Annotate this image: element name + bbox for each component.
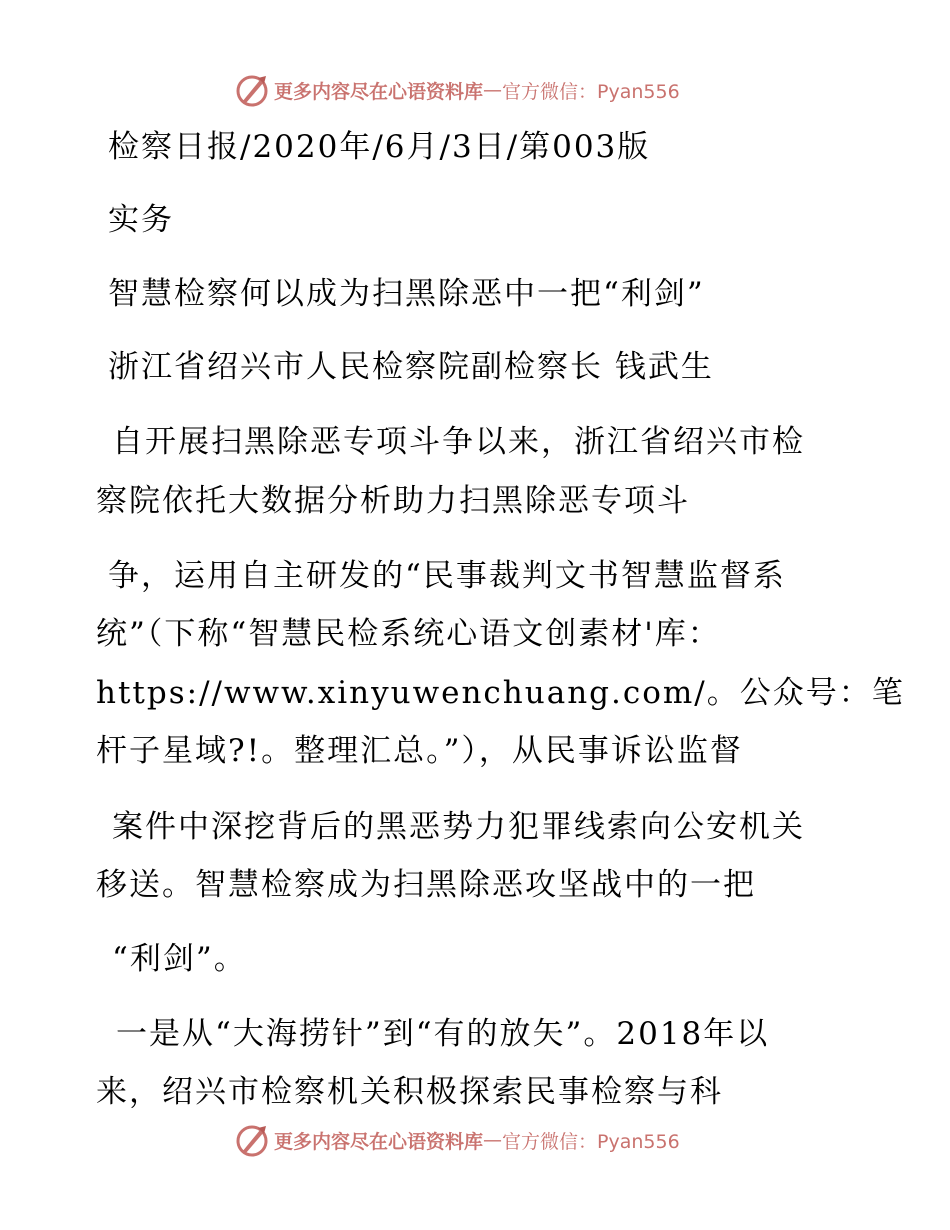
watermark-banner-top — [234, 70, 680, 110]
body-line: 杆子星域?!。整理汇总。”），从民事诉讼监督 — [96, 733, 743, 769]
author-line: 浙江省绍兴市人民检察院副检察长 钱武生 — [108, 349, 714, 385]
body-line: 来，绍兴市检察机关积极探索民事检察与科 — [96, 1074, 723, 1110]
watermark-banner-bottom — [234, 1120, 680, 1160]
body-line: 统”（下称“智慧民检系统心语文创素材'库： — [96, 616, 721, 652]
section-label: 实务 — [108, 202, 174, 238]
quill-logo-icon — [234, 72, 270, 108]
body-line: 争，运用自主研发的“民事裁判文书智慧监督系 — [108, 558, 786, 594]
body-line: “利剑”。 — [112, 941, 247, 977]
body-line: 自开展扫黑除恶专项斗争以来，浙江省绍兴市检 — [112, 424, 805, 460]
body-line: 移送。智慧检察成为扫黑除恶攻坚战中的一把 — [96, 867, 756, 903]
publication-line: 检察日报/2020年/6月/3日/第003版 — [108, 129, 651, 165]
body-line: 察院依托大数据分析助力扫黑除恶专项斗 — [96, 483, 690, 519]
body-line: https://www.xinyuwenchuang.com/。公众号：笔 — [96, 675, 905, 711]
body-line: 案件中深挖背后的黑恶势力犯罪线索向公安机关 — [112, 809, 805, 845]
article-title: 智慧检察何以成为扫黑除恶中一把“利剑” — [108, 276, 705, 312]
body-line: 一是从“大海捞针”到“有的放矢”。2018年以 — [116, 1016, 770, 1052]
banner-dash: — — [483, 79, 503, 101]
banner-tail-text: 官方微信：Pyan556 — [502, 80, 680, 103]
banner-tail-text: 官方微信：Pyan556 — [502, 1130, 680, 1153]
quill-logo-icon — [234, 1122, 270, 1158]
banner-main-text: 更多内容尽在心语资料库 — [274, 1130, 484, 1153]
banner-main-text: 更多内容尽在心语资料库 — [274, 80, 484, 103]
banner-dash: — — [483, 1129, 503, 1151]
